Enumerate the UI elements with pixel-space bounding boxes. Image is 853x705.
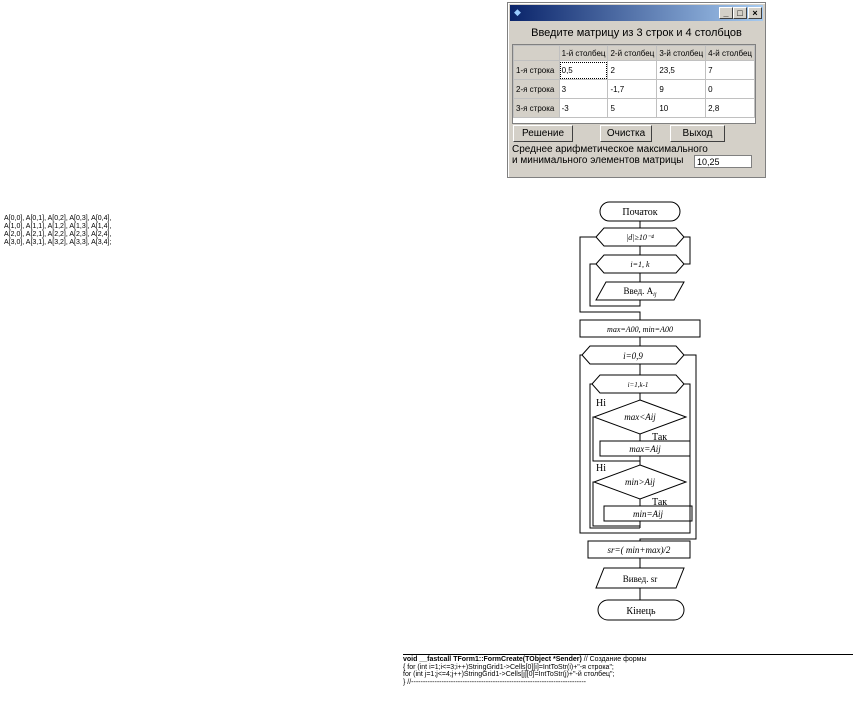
- yes-label-min: Так: [652, 497, 668, 508]
- outer-loop-label: |d|≥10⁻⁴: [626, 233, 654, 242]
- no-label-max: Ні: [596, 398, 606, 409]
- grid-column-header: 1-й столбец: [559, 46, 608, 61]
- grid-column-header: 3-й столбец: [657, 46, 706, 61]
- compute-label: sr=( min+max)/2: [607, 545, 671, 555]
- grid-cell[interactable]: 2,8: [706, 99, 755, 118]
- close-button[interactable]: ×: [748, 7, 762, 19]
- grid-row-header: 3-я строка: [514, 99, 560, 118]
- grid-cell[interactable]: 0,5: [559, 61, 608, 80]
- max-assign-label: max=Aij: [629, 444, 661, 454]
- grid-cell[interactable]: 9: [657, 80, 706, 99]
- grid-cell[interactable]: 10: [657, 99, 706, 118]
- grid-cell[interactable]: 0: [706, 80, 755, 99]
- matrix-list-row: A[0,0], A[0,1], A[0,2], A[0,3], A[0,4],: [4, 215, 112, 222]
- matrix-form-window: [507, 2, 766, 178]
- min-condition-label: min>Aij: [624, 477, 656, 487]
- grid-cell[interactable]: 5: [608, 99, 657, 118]
- code-keyword-void: void: [403, 656, 418, 663]
- code-comment: // Создание формы: [581, 656, 647, 663]
- grid-row-header: 1-я строка: [514, 61, 560, 80]
- output-label: Вивед. sr: [622, 574, 658, 584]
- code-line: } //---------------------------------------------------------------------------: [403, 678, 587, 686]
- exit-button[interactable]: Выход: [670, 125, 725, 142]
- yes-label-max: Так: [652, 432, 668, 443]
- app-icon: ◆: [514, 7, 521, 17]
- grid-column-header: 2-й столбец: [608, 46, 657, 61]
- minimize-button[interactable]: _: [719, 7, 733, 19]
- clear-button[interactable]: Очистка: [600, 125, 652, 142]
- result-label: [512, 144, 708, 166]
- code-line: for (int j=1;j<=4;j++)StringGrid1->Cells[j][0]=IntToStr(j)+"-й столбец";: [403, 671, 615, 679]
- row-loop-label: i=0,9: [623, 351, 643, 361]
- code-signature: __fastcall TForm1::FormCreate(TObject *Sender): [417, 656, 582, 663]
- grid-cell[interactable]: -1,7: [608, 80, 657, 99]
- result-field[interactable]: 10,25: [694, 155, 752, 168]
- result-label-line1: Среднее арифметическое максимального: [512, 144, 708, 155]
- grid-cell[interactable]: 23,5: [657, 61, 706, 80]
- col-loop-label: i=1,k-1: [627, 381, 649, 389]
- code-separator: [403, 654, 853, 655]
- result-label-line2: и минимального элементов матрицы: [512, 155, 684, 166]
- matrix-grid[interactable]: [512, 44, 756, 124]
- init-label: max=A00, min=A00: [607, 325, 673, 334]
- grid-corner-cell: [514, 46, 560, 61]
- flowchart: [560, 195, 710, 625]
- code-snippet: [403, 656, 647, 686]
- input-label: Введ. A: [623, 286, 654, 296]
- start-label: Початок: [622, 207, 658, 218]
- maximize-button[interactable]: □: [733, 7, 747, 19]
- grid-cell[interactable]: 7: [706, 61, 755, 80]
- grid-column-header: 4-й столбец: [706, 46, 755, 61]
- grid-cell[interactable]: 3: [559, 80, 608, 99]
- grid-cell[interactable]: -3: [559, 99, 608, 118]
- grid-cell[interactable]: 2: [608, 61, 657, 80]
- title-bar: [510, 5, 763, 21]
- matrix-list-row: A[2,0], A[2,1], A[2,2], A[2,3], A[2,4],: [4, 231, 112, 238]
- matrix-element-list: [4, 215, 111, 247]
- solve-button[interactable]: Решение: [513, 125, 573, 142]
- no-label-min: Ні: [596, 463, 606, 474]
- form-heading: Введите матрицу из 3 строк и 4 столбцов: [531, 27, 742, 39]
- code-line: { for (int i=1;i<=3;i++)StringGrid1->Cells[0][i]=IntToStr(i)+"-я строка";: [403, 663, 614, 671]
- grid-row-header: 2-я строка: [514, 80, 560, 99]
- end-label: Кінець: [626, 606, 656, 617]
- min-assign-label: min=Aij: [632, 509, 664, 519]
- matrix-list-row: A[1,0], A[1,1], A[1,2], A[1,3], A[1,4],: [4, 223, 112, 230]
- input-label-subscript: ij: [653, 292, 657, 298]
- max-condition-label: max<Aij: [624, 412, 656, 422]
- input-loop-label: i=1, k: [630, 260, 650, 269]
- code-line-signature: [403, 656, 647, 664]
- matrix-list-row: A[3,0], A[3,1], A[3,2], A[3,3], A[3,4];: [4, 239, 112, 246]
